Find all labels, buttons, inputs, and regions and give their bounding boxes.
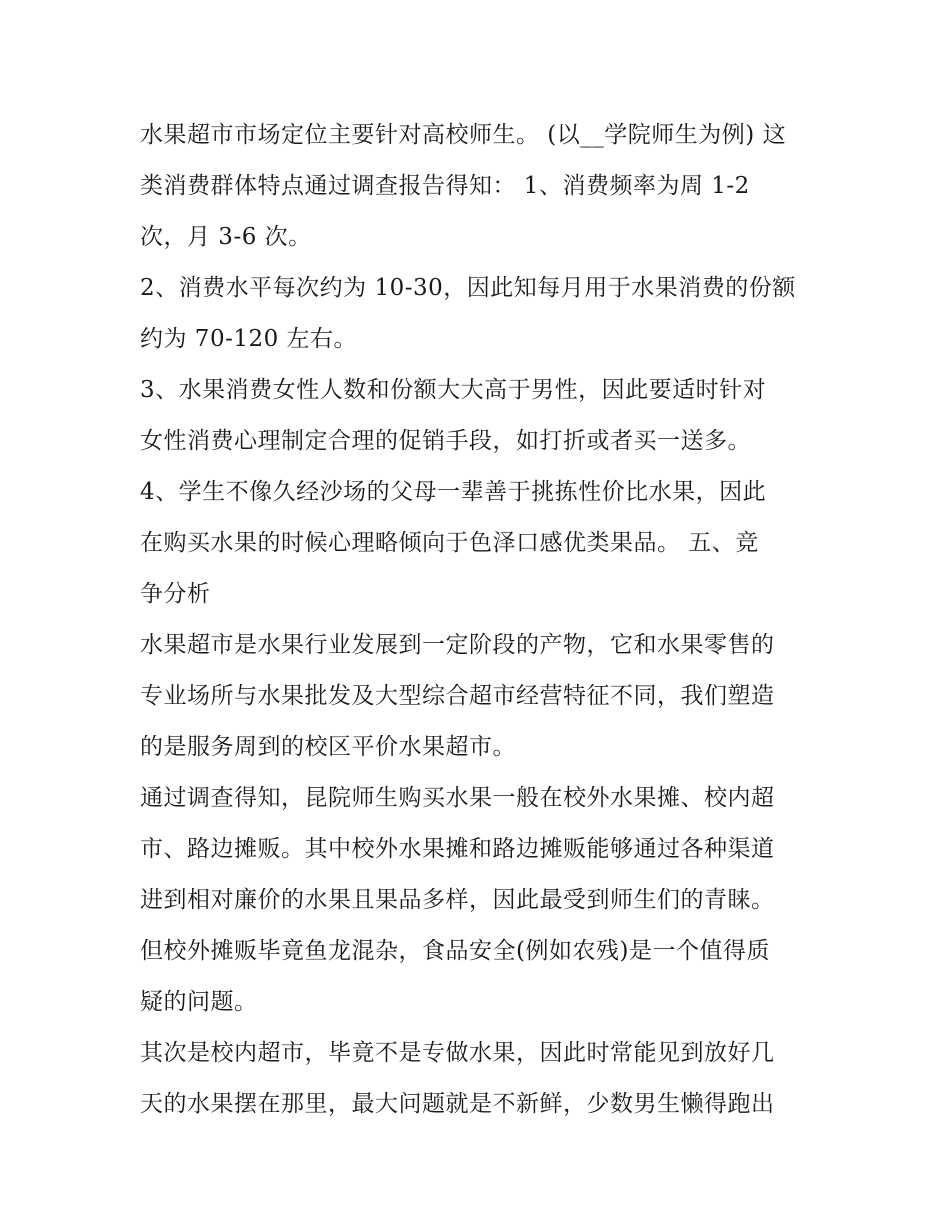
text-line: 在购买水果的时候心理略倾向于色泽口感优类果品。 五、竞 xyxy=(140,530,759,556)
text-line: 女性消费心理制定合理的促销手段，如打折或者买一送多。 xyxy=(140,428,751,454)
text-line: 4、学生不像久经沙场的父母一辈善于挑拣性价比水果，因此 xyxy=(140,479,767,505)
text-line: 其次是校内超市，毕竟不是专做水果，因此时常能见到放好几 xyxy=(140,1040,775,1066)
text-line: 进到相对廉价的水果且果品多样，因此最受到师生们的青睐。 xyxy=(140,887,775,913)
text-line: 次，月 3-6 次。 xyxy=(140,224,312,250)
text-line: 水果超市市场定位主要针对高校师生。 (以__学院师生为例) 这 xyxy=(140,122,787,148)
text-line: 但校外摊贩毕竟鱼龙混杂，食品安全(例如农残)是一个值得质 xyxy=(140,938,770,964)
document-body xyxy=(140,110,820,1130)
text-line: 争分析 xyxy=(140,581,211,607)
text-line: 2、消费水平每次约为 10-30，因此知每月用于水果消费的份额 xyxy=(140,275,796,301)
text-line: 3、水果消费女性人数和份额大大高于男性，因此要适时针对 xyxy=(140,377,767,403)
text-line: 类消费群体特点通过调查报告得知： 1、消费频率为周 1-2 xyxy=(140,173,750,199)
text-line: 通过调查得知，昆院师生购买水果一般在校外水果摊、校内超 xyxy=(140,785,775,811)
text-line: 天的水果摆在那里，最大问题就是不新鲜，少数男生懒得跑出 xyxy=(140,1091,775,1117)
text-line: 的是服务周到的校区平价水果超市。 xyxy=(140,734,516,760)
text-line: 市、路边摊贩。其中校外水果摊和路边摊贩能够通过各种渠道 xyxy=(140,836,775,862)
text-line: 疑的问题。 xyxy=(140,989,258,1015)
text-line: 约为 70-120 左右。 xyxy=(140,326,358,352)
text-line: 水果超市是水果行业发展到一定阶段的产物，它和水果零售的 xyxy=(140,632,775,658)
text-line: 专业场所与水果批发及大型综合超市经营特征不同，我们塑造 xyxy=(140,683,775,709)
